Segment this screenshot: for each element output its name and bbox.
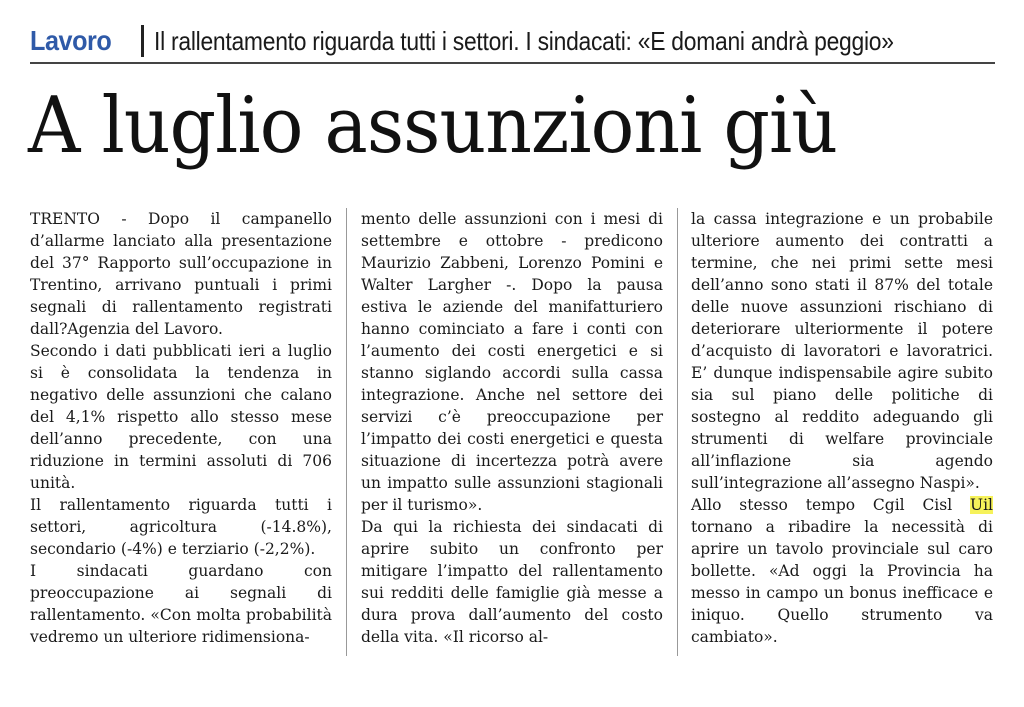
paragraph bbox=[691, 494, 993, 648]
highlighted-word: Uil bbox=[970, 496, 993, 514]
paragraph: Da qui la richiesta dei sindacati di aprire subito un confronto per mitigare l’impatto del rallentamento sui redditi delle famiglie già messe a dura prova dall’aumento del costo della vita. «Il ricorso al- bbox=[361, 518, 663, 646]
paragraph: Il rallentamento riguarda tutti i settori, agricoltura (-14.8%), secondario (-4%) e terziario (-2,2%). bbox=[30, 496, 332, 558]
paragraph-text: tornano a ribadire la necessità di aprire un tavolo provinciale sul caro bollette. «Ad oggi la Provincia ha messo in campo un bonus inefficace e iniquo. Quello strumento va cambiato». bbox=[691, 518, 993, 646]
kicker-text: Il rallentamento riguarda tutti i settori. I sindacati: «E domani andrà peggio» bbox=[154, 25, 895, 56]
column-divider bbox=[346, 208, 347, 656]
paragraph: la cassa integrazione e un probabile ulteriore aumento dei contratti a termine, che nei primi sette mesi dell’anno sono stati il 87% del totale delle nuove assunzioni rischiano di deteriorare ulteriormente il potere d’acquisto di lavoratori e lavoratrici. E’ dunque indispensabile agire subito sia sul piano delle politiche di sostegno al reddito adeguando gli strumenti di welfare provinciale all’inflazione sia agendo sull’integrazione all’assegno Naspi». bbox=[691, 210, 993, 492]
column-divider bbox=[677, 208, 678, 656]
header-rule bbox=[30, 62, 995, 64]
paragraph: Secondo i dati pubblicati ieri a luglio si è consolidata la tendenza in negativo delle assunzioni che calano del 4,1% rispetto allo stesso mese dell’anno precedente, con una riduzione in termini assoluti di 706 unità. bbox=[30, 342, 332, 492]
paragraph-text: Allo stesso tempo Cgil Cisl bbox=[691, 496, 971, 514]
article-column-1 bbox=[30, 208, 332, 648]
kicker-divider bbox=[141, 25, 144, 57]
section-label: Lavoro bbox=[30, 25, 112, 56]
article-column-3 bbox=[691, 208, 993, 648]
paragraph: mento delle assunzioni con i mesi di settembre e ottobre - predicono Maurizio Zabbeni, Lorenzo Pomini e Walter Largher -. Dopo la pausa estiva le aziende del manifatturiero hanno cominciato a fare i conti con l’aumento dei costi energetici e si stanno siglando accordi sulla cassa integrazione. Anche nel settore dei servizi c’è preoccupazione per l’impatto dei costi energetici e questa situazione di incertezza potrà avere un impatto sulle assunzioni stagionali per il turismo». bbox=[361, 210, 663, 514]
paragraph: I sindacati guardano con preoccupazione ai segnali di rallentamento. «Con molta probabilità vedremo un ulteriore ridimensiona- bbox=[30, 562, 332, 646]
article-column-2 bbox=[361, 208, 663, 648]
paragraph: TRENTO - Dopo il campanello d’allarme lanciato alla presentazione del 37° Rapporto sull’occupazione in Trentino, arrivano puntuali i primi segnali di rallentamento registrati dall?Agenzia del Lavoro. bbox=[30, 210, 332, 338]
headline: A luglio assunzioni giù bbox=[28, 81, 838, 171]
kicker-bar bbox=[30, 22, 995, 60]
